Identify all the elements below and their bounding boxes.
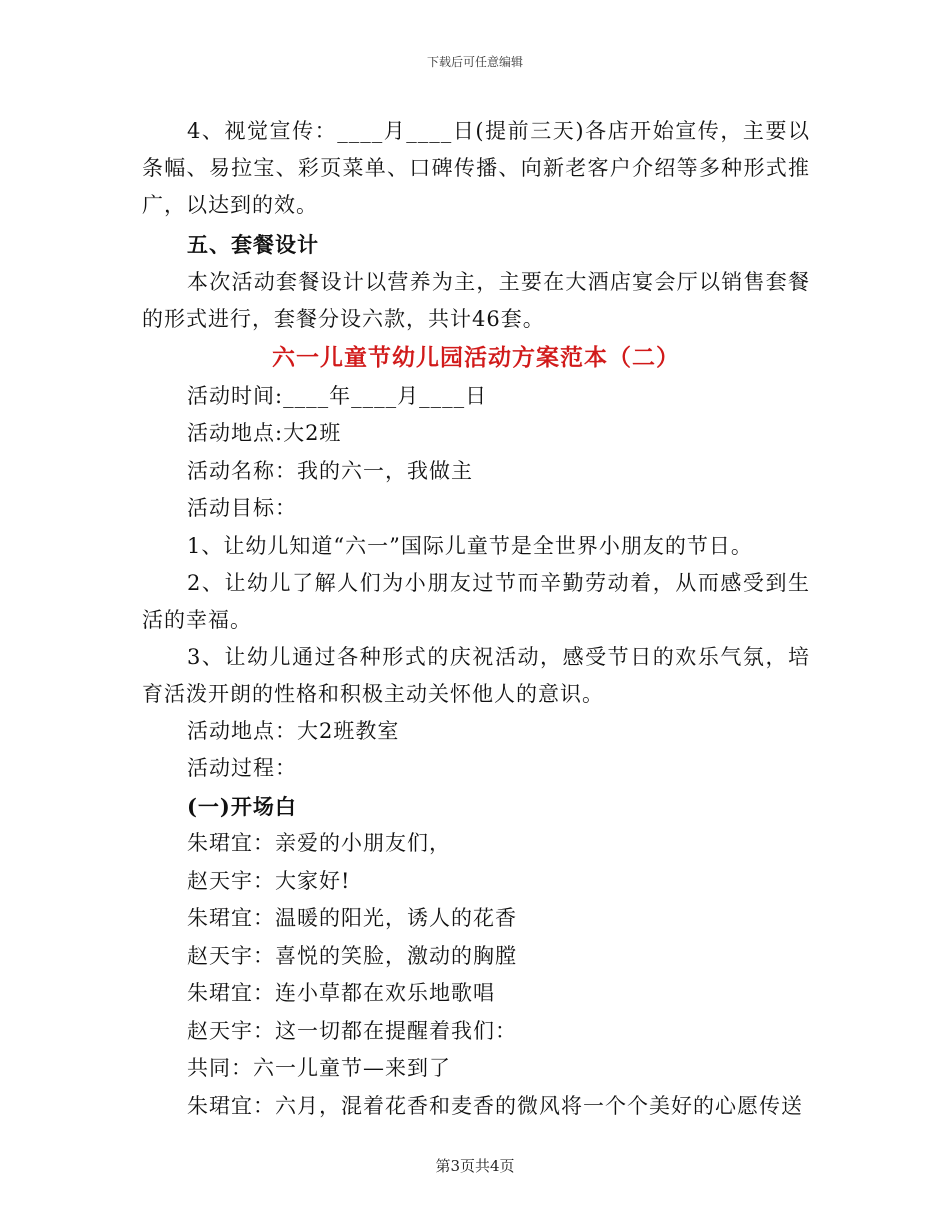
dialogue-line: 朱珺宜：连小草都在欢乐地歌唱: [187, 981, 495, 1005]
dialogue-line: 赵天宇：喜悦的笑脸，激动的胸膛: [187, 943, 517, 968]
activity-place-2: 活动地点：大2班教室: [187, 718, 400, 743]
activity-place: 活动地点:大2班: [187, 421, 342, 445]
page-header: 下载后可任意编辑: [426, 55, 523, 69]
dialogue-line: 共同：六一儿童节—来到了: [187, 1056, 451, 1080]
activity-goal-1: 1、让幼儿知道“六一”国际儿童节是全世界小朋友的节日。: [187, 533, 753, 558]
opening-heading: (一)开场白: [187, 793, 297, 819]
dialogue-line: 赵天宇：这一切都在提醒着我们：: [187, 1018, 517, 1043]
heading-package-design: 五、套餐设计: [187, 232, 319, 257]
paragraph-package-design: 本次活动套餐设计以营养为主，主要在大酒店宴会厅以销售套餐的形式进行，套餐分设六款，共计46套。: [142, 269, 810, 331]
activity-goal-3: 3、让幼儿通过各种形式的庆祝活动，感受节日的欢乐气氛，培育活泼开朗的性格和积极主动关怀他人的意识。: [142, 644, 810, 706]
document-title: 六一儿童节幼儿园活动方案范本（二）: [272, 343, 680, 371]
page-footer: 第3页共4页: [435, 1157, 515, 1175]
dialogue-line: 朱珺宜：亲爱的小朋友们，: [187, 831, 451, 855]
document-body: [142, 113, 810, 1125]
dialogue-line: 朱珺宜：六月，混着花香和麦香的微风将一个个美好的心愿传送: [187, 1093, 803, 1118]
dialogue-line: 朱珺宜：温暖的阳光，诱人的花香: [187, 906, 517, 930]
activity-time: 活动时间:____年____月____日: [187, 383, 488, 408]
activity-process-heading: 活动过程：: [187, 756, 297, 780]
activity-name: 活动名称：我的六一，我做主: [187, 458, 473, 483]
paragraph-visual-promotion: 4、视觉宣传：____月____日(提前三天)各店开始宣传，主要以条幅、易拉宝、彩页菜单、口碑传播、向新老客户介绍等多种形式推广，以达到的效。: [142, 119, 810, 217]
activity-goal-heading: 活动目标：: [187, 496, 297, 520]
dialogue-line: 赵天宇：大家好!: [187, 868, 351, 893]
activity-goal-2: 2、让幼儿了解人们为小朋友过节而辛勤劳动着，从而感受到生活的幸福。: [142, 570, 810, 632]
